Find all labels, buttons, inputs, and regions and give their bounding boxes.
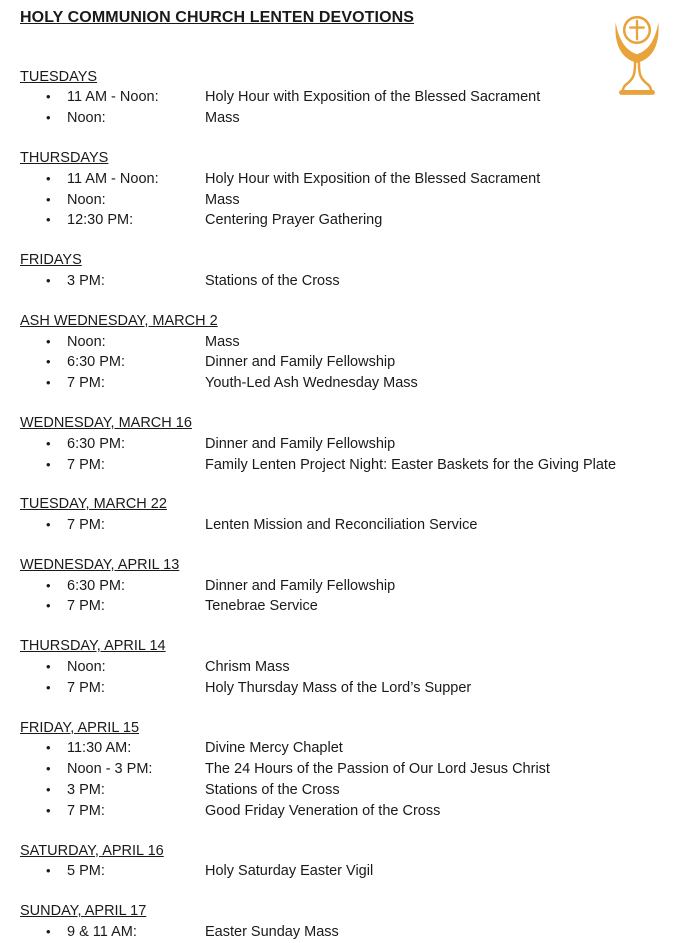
event-time: 6:30 PM: bbox=[67, 435, 126, 452]
event-time: 6:30 PM: bbox=[67, 577, 126, 594]
event-row bbox=[20, 515, 655, 536]
event-time: 11:30 AM: bbox=[67, 740, 132, 757]
event-time: 7 PM: bbox=[67, 456, 105, 473]
event-list bbox=[20, 861, 655, 882]
event-row bbox=[20, 87, 655, 108]
bullet-icon: • bbox=[46, 740, 51, 756]
page-title: HOLY COMMUNION CHURCH LENTEN DEVOTIONS bbox=[20, 9, 415, 26]
schedule-section bbox=[20, 637, 655, 699]
event-row bbox=[20, 108, 655, 129]
event-list bbox=[20, 169, 655, 232]
section-heading: TUESDAY, MARCH 22 bbox=[20, 496, 167, 513]
section-heading: THURSDAYS bbox=[20, 149, 109, 166]
sections bbox=[20, 68, 655, 943]
section-heading: FRIDAYS bbox=[20, 252, 82, 269]
event-description: Stations of the Cross bbox=[205, 272, 340, 289]
event-time: 7 PM: bbox=[67, 517, 105, 534]
title-spacer bbox=[20, 28, 655, 48]
bullet-icon: • bbox=[46, 863, 51, 879]
event-row bbox=[20, 801, 655, 822]
event-list bbox=[20, 657, 655, 699]
event-description: Holy Hour with Exposition of the Blessed Sacrament bbox=[205, 89, 541, 106]
schedule-section bbox=[20, 902, 655, 943]
event-row bbox=[20, 271, 655, 292]
event-list bbox=[20, 515, 655, 536]
schedule-section bbox=[20, 495, 655, 536]
event-list bbox=[20, 738, 655, 821]
event-description: Family Lenten Project Night: Easter Baskets for the Giving Plate bbox=[205, 456, 617, 473]
bullet-icon: • bbox=[46, 212, 51, 228]
event-description: Dinner and Family Fellowship bbox=[205, 354, 396, 371]
event-time: Noon: bbox=[67, 110, 106, 127]
bullet-icon: • bbox=[46, 598, 51, 614]
event-list bbox=[20, 576, 655, 618]
schedule-section bbox=[20, 149, 655, 231]
event-description: Stations of the Cross bbox=[205, 782, 340, 799]
schedule-section bbox=[20, 719, 655, 822]
event-description: Mass bbox=[205, 191, 240, 208]
section-heading: ASH WEDNESDAY, MARCH 2 bbox=[20, 312, 218, 329]
event-description: Lenten Mission and Reconciliation Service bbox=[205, 517, 478, 534]
event-description: Good Friday Veneration of the Cross bbox=[205, 802, 441, 819]
bullet-icon: • bbox=[46, 435, 51, 451]
section-heading: FRIDAY, APRIL 15 bbox=[20, 719, 140, 736]
bullet-icon: • bbox=[46, 375, 51, 391]
bullet-icon: • bbox=[46, 191, 51, 207]
schedule-section bbox=[20, 842, 655, 883]
bullet-icon: • bbox=[46, 272, 51, 288]
bullet-icon: • bbox=[46, 802, 51, 818]
event-time: Noon - 3 PM: bbox=[67, 761, 153, 778]
event-description: The 24 Hours of the Passion of Our Lord Jesus Christ bbox=[205, 761, 550, 778]
bullet-icon: • bbox=[46, 89, 51, 105]
event-time: 7 PM: bbox=[67, 598, 105, 615]
bullet-icon: • bbox=[46, 354, 51, 370]
event-description: Holy Hour with Exposition of the Blessed Sacrament bbox=[205, 170, 541, 187]
event-description: Mass bbox=[205, 110, 240, 127]
schedule-section bbox=[20, 251, 655, 292]
bullet-icon: • bbox=[46, 761, 51, 777]
event-time: 11 AM - Noon: bbox=[67, 170, 159, 187]
event-time: 3 PM: bbox=[67, 272, 105, 289]
event-time: 3 PM: bbox=[67, 782, 105, 799]
event-row bbox=[20, 596, 655, 617]
event-row bbox=[20, 861, 655, 882]
event-row bbox=[20, 434, 655, 455]
bullet-icon: • bbox=[46, 659, 51, 674]
event-row bbox=[20, 190, 655, 211]
event-description: Centering Prayer Gathering bbox=[205, 212, 383, 229]
event-row bbox=[20, 210, 655, 231]
event-time: 9 & 11 AM: bbox=[67, 923, 137, 940]
bullet-icon: • bbox=[46, 923, 51, 939]
schedule-section bbox=[20, 556, 655, 618]
section-heading: TUESDAYS bbox=[20, 68, 98, 85]
bullet-icon: • bbox=[46, 170, 51, 186]
event-description: Tenebrae Service bbox=[205, 598, 318, 615]
section-heading: THURSDAY, APRIL 14 bbox=[20, 638, 166, 655]
event-row bbox=[20, 657, 655, 678]
event-list bbox=[20, 332, 655, 395]
event-row bbox=[20, 780, 655, 801]
event-description: Easter Sunday Mass bbox=[205, 923, 339, 940]
section-heading: WEDNESDAY, APRIL 13 bbox=[20, 556, 180, 573]
event-description: Holy Thursday Mass of the Lord’s Supper bbox=[205, 679, 472, 696]
chalice-host-cross-icon bbox=[606, 13, 668, 107]
event-row bbox=[20, 169, 655, 190]
section-heading: WEDNESDAY, MARCH 16 bbox=[20, 414, 192, 431]
event-row bbox=[20, 738, 655, 759]
event-time: 5 PM: bbox=[67, 863, 105, 880]
schedule-section bbox=[20, 68, 655, 130]
event-description: Chrism Mass bbox=[205, 659, 290, 675]
event-description: Youth-Led Ash Wednesday Mass bbox=[205, 375, 418, 392]
bullet-icon: • bbox=[46, 679, 51, 695]
event-row bbox=[20, 332, 655, 353]
event-time: 6:30 PM: bbox=[67, 354, 126, 371]
event-time: 11 AM - Noon: bbox=[67, 89, 159, 106]
event-row bbox=[20, 678, 655, 699]
event-row bbox=[20, 352, 655, 373]
event-description: Dinner and Family Fellowship bbox=[205, 435, 396, 452]
bullet-icon: • bbox=[46, 577, 51, 593]
event-row bbox=[20, 455, 655, 476]
event-list bbox=[20, 271, 655, 292]
section-heading: SATURDAY, APRIL 16 bbox=[20, 842, 164, 859]
event-description: Holy Saturday Easter Vigil bbox=[205, 863, 374, 880]
event-list bbox=[20, 87, 655, 129]
event-time: Noon: bbox=[67, 659, 106, 675]
bullet-icon: • bbox=[46, 333, 51, 349]
schedule-section bbox=[20, 414, 655, 476]
bullet-icon: • bbox=[46, 110, 51, 126]
event-list bbox=[20, 922, 655, 943]
event-row bbox=[20, 576, 655, 597]
event-row bbox=[20, 922, 655, 943]
event-time: Noon: bbox=[67, 333, 106, 350]
event-description: Mass bbox=[205, 333, 240, 350]
bullet-icon: • bbox=[46, 782, 51, 798]
event-description: Dinner and Family Fellowship bbox=[205, 577, 396, 594]
event-time: 12:30 PM: bbox=[67, 212, 134, 229]
bullet-icon: • bbox=[46, 517, 51, 533]
event-list bbox=[20, 434, 655, 476]
event-row bbox=[20, 373, 655, 394]
bullet-icon: • bbox=[46, 456, 51, 472]
event-time: 7 PM: bbox=[67, 679, 105, 696]
event-row bbox=[20, 759, 655, 780]
event-time: 7 PM: bbox=[67, 802, 105, 819]
section-heading: SUNDAY, APRIL 17 bbox=[20, 903, 147, 920]
event-description: Divine Mercy Chaplet bbox=[205, 740, 343, 757]
schedule-section bbox=[20, 312, 655, 394]
event-time: 7 PM: bbox=[67, 375, 105, 392]
event-time: Noon: bbox=[67, 191, 106, 208]
